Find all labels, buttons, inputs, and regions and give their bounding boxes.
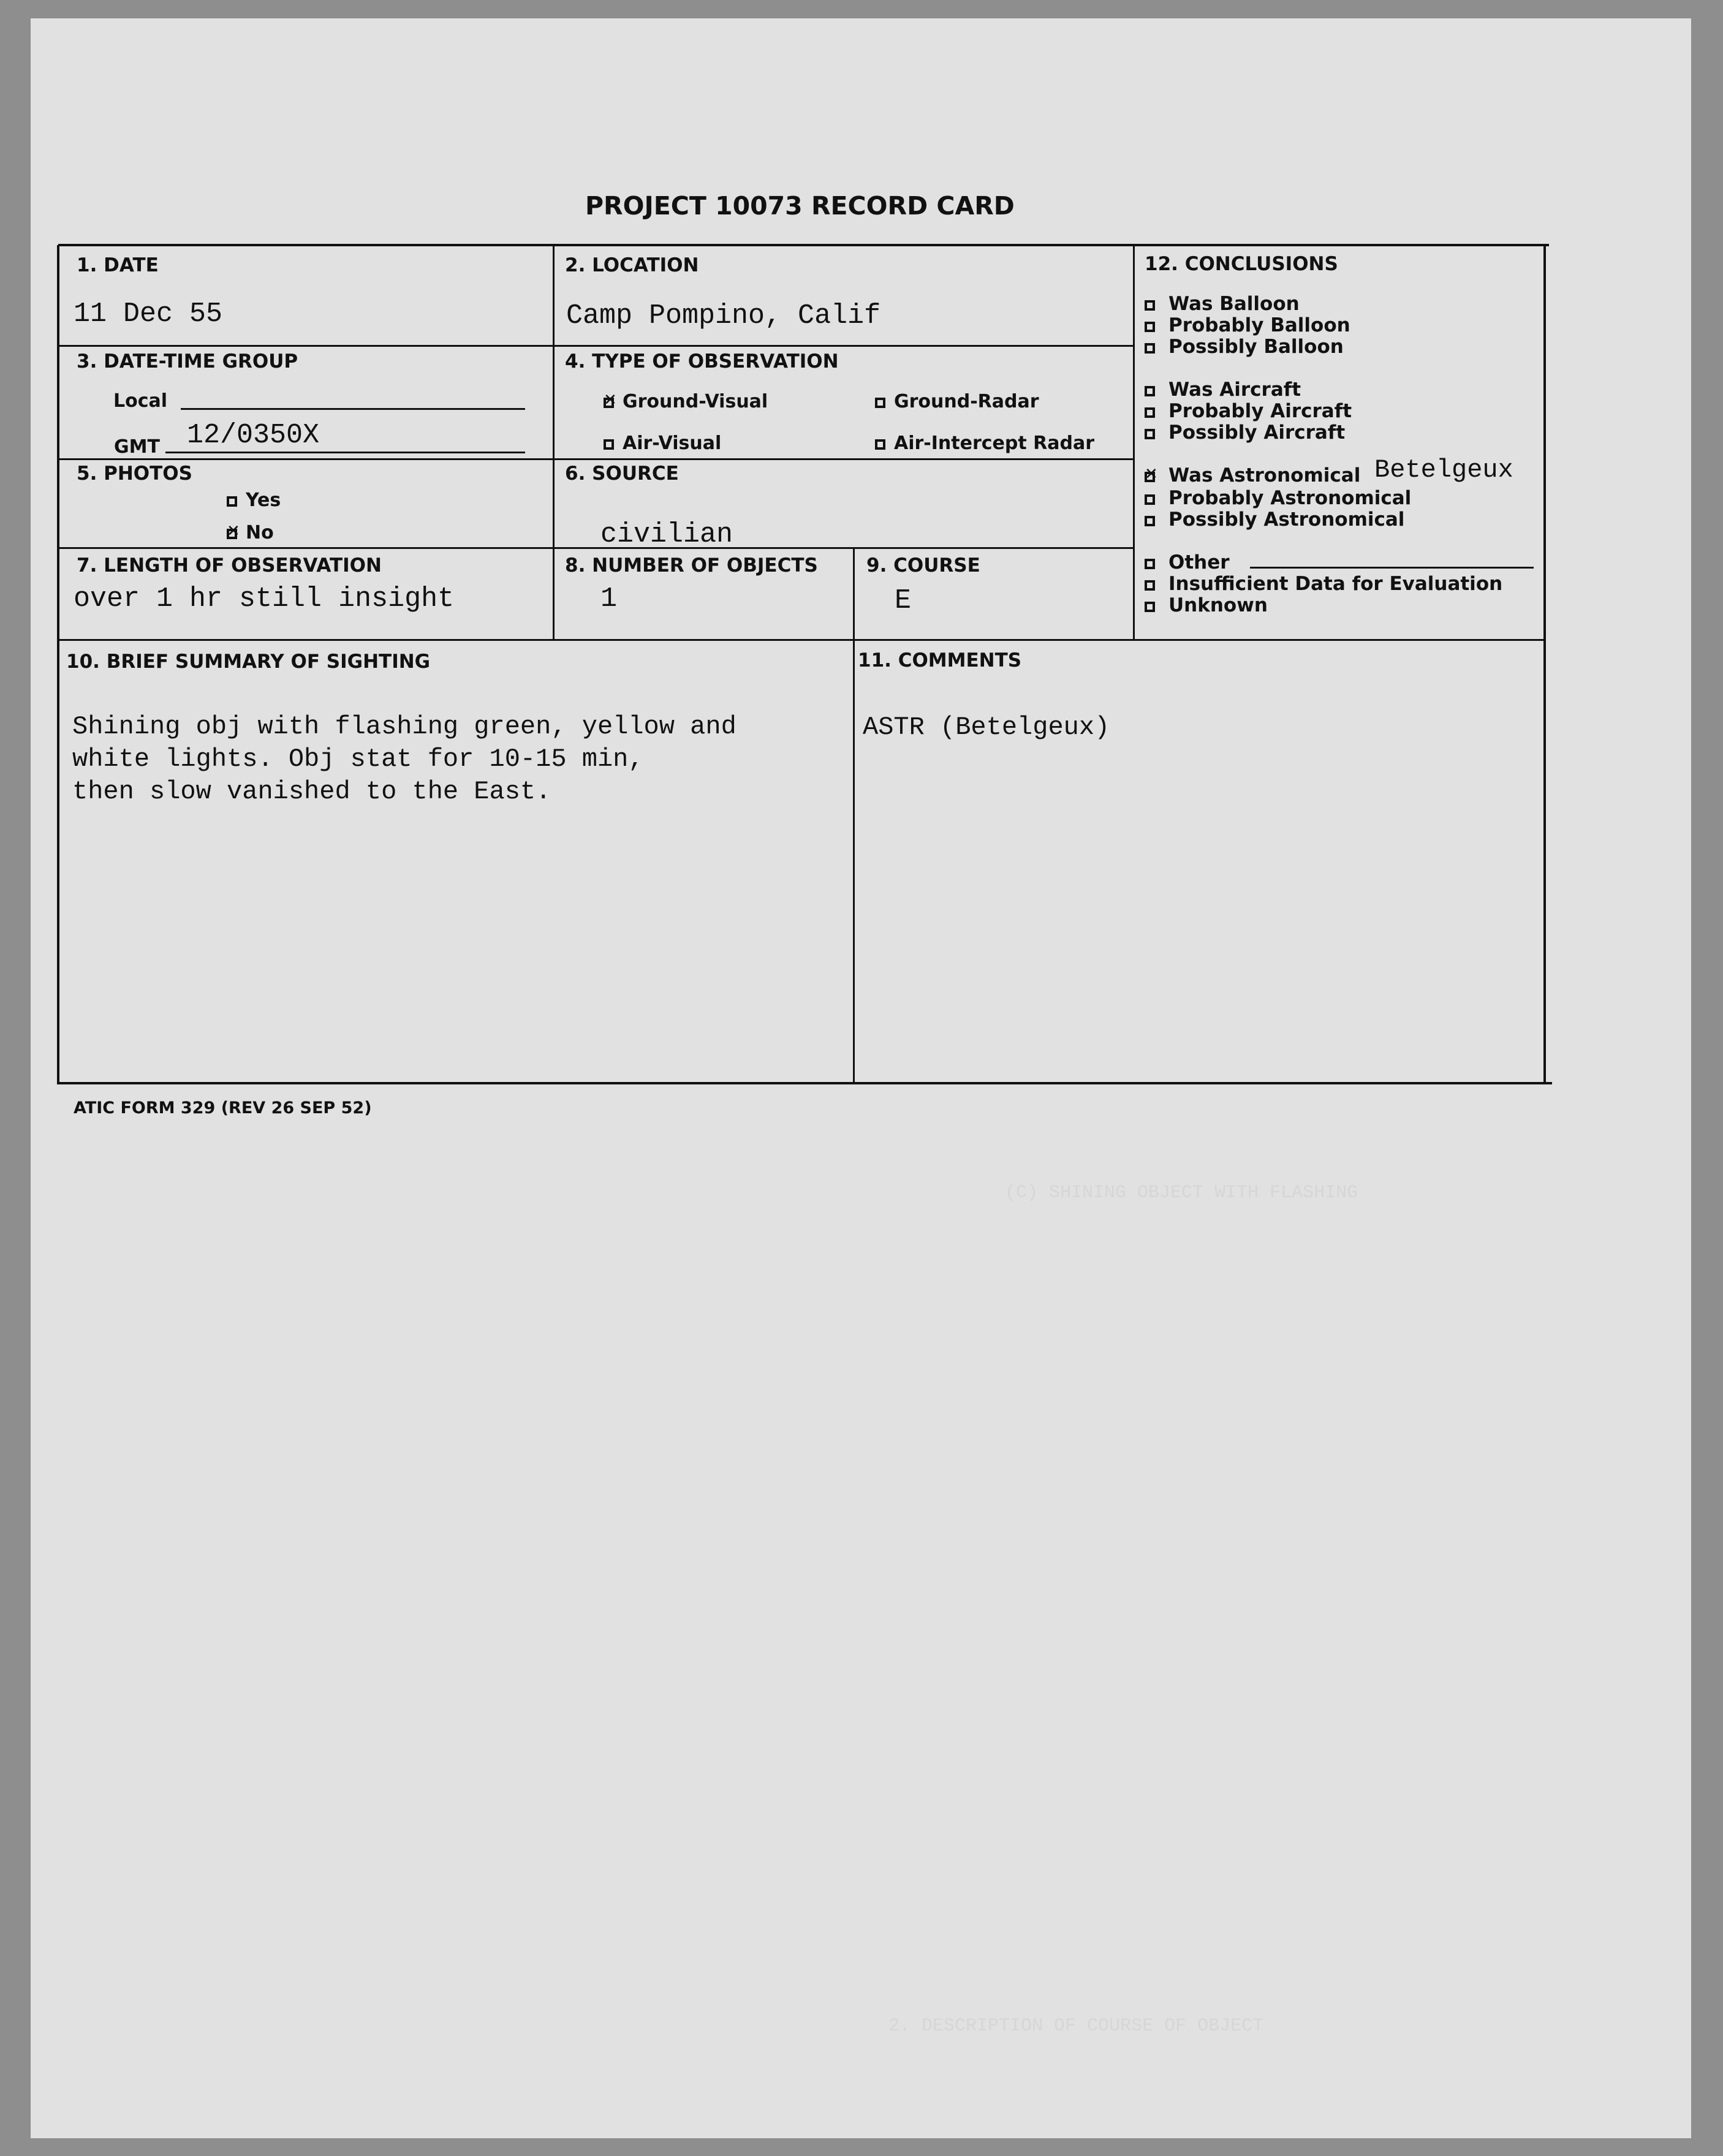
- air-intercept-option: Air-Intercept Radar: [875, 433, 1094, 454]
- probably-balloon-option: Probably Balloon: [1145, 314, 1350, 336]
- objects-value: 1: [600, 583, 618, 615]
- air-visual-checkbox: [604, 439, 614, 450]
- air-visual-option: Air-Visual: [604, 433, 721, 454]
- probably-aircraft-option: Probably Aircraft: [1145, 400, 1352, 422]
- row-divider: [58, 458, 1134, 460]
- column-divider: [553, 245, 555, 640]
- photos-no-option: ✕No: [227, 522, 274, 543]
- summary-label: 10. BRIEF SUMMARY OF SIGHTING: [66, 651, 431, 673]
- paper-sheet: [31, 18, 1691, 2138]
- gmt-value: 12/0350X: [187, 420, 320, 451]
- location-value: Camp Pompino, Calif: [566, 300, 881, 331]
- column-divider: [1133, 245, 1135, 640]
- objects-label: 8. NUMBER OF OBJECTS: [565, 554, 818, 577]
- possibly-astronomical-checkbox: [1145, 516, 1155, 526]
- course-label: 9. COURSE: [866, 554, 980, 577]
- possibly-astronomical-option: Possibly Astronomical: [1145, 509, 1404, 531]
- date-label: 1. DATE: [77, 254, 159, 276]
- probably-aircraft-checkbox: [1145, 407, 1155, 418]
- possibly-aircraft-checkbox: [1145, 429, 1155, 439]
- other-checkbox: [1145, 559, 1155, 569]
- local-underline: [181, 408, 525, 410]
- observation-type-label: 4. TYPE OF OBSERVATION: [565, 350, 839, 373]
- possibly-balloon-option: Possibly Balloon: [1145, 336, 1344, 358]
- other-option: Other: [1145, 551, 1230, 573]
- other-underline: [1250, 567, 1534, 569]
- dtg-label: 3. DATE-TIME GROUP: [77, 350, 298, 373]
- card-border-left: [57, 245, 59, 1084]
- comments-label: 11. COMMENTS: [858, 649, 1022, 671]
- photos-label: 5. PHOTOS: [77, 463, 192, 485]
- card-border-top: [58, 244, 1549, 246]
- was-aircraft-option: Was Aircraft: [1145, 379, 1301, 401]
- gmt-label: GMT: [114, 436, 160, 458]
- was-balloon-option: Was Balloon: [1145, 293, 1300, 315]
- column-divider: [853, 548, 855, 640]
- photos-yes-option: Yes: [227, 490, 281, 511]
- column-divider: [853, 640, 855, 1083]
- form-id: ATIC FORM 329 (REV 26 SEP 52): [74, 1099, 372, 1118]
- summary-line: Shining obj with flashing green, yellow and: [72, 712, 737, 741]
- source-value: civilian: [600, 519, 733, 550]
- was-astronomical-checkbox-checked: [1145, 472, 1155, 482]
- ground-visual-checkbox-checked: [604, 398, 614, 408]
- probably-astronomical-checkbox: [1145, 494, 1155, 505]
- insufficient-data-checkbox: [1145, 580, 1155, 591]
- was-aircraft-checkbox: [1145, 386, 1155, 396]
- possibly-balloon-checkbox: [1145, 343, 1155, 354]
- course-value: E: [895, 585, 912, 616]
- length-label: 7. LENGTH OF OBSERVATION: [77, 554, 382, 577]
- comments-value: ASTR (Betelgeux): [863, 713, 1110, 742]
- bleed-through-text: 2. DESCRIPTION OF COURSE OF OBJECT: [888, 2016, 1264, 2037]
- summary-line: white lights. Obj stat for 10-15 min,: [72, 744, 644, 774]
- ground-radar-checkbox: [875, 398, 885, 408]
- location-label: 2. LOCATION: [565, 254, 699, 276]
- unknown-option: Unknown: [1145, 594, 1268, 616]
- card-title: PROJECT 10073 RECORD CARD: [585, 191, 1015, 221]
- row-divider: [58, 345, 1134, 347]
- probably-balloon-checkbox: [1145, 322, 1155, 332]
- was-balloon-checkbox: [1145, 300, 1155, 311]
- insufficient-data-option: Insufficient Data for Evaluation: [1145, 573, 1502, 595]
- conclusions-label: 12. CONCLUSIONS: [1145, 253, 1338, 275]
- bleed-through-text: (C) SHINING OBJECT WITH FLASHING: [1005, 1182, 1358, 1203]
- unknown-checkbox: [1145, 602, 1155, 612]
- length-value: over 1 hr still insight: [74, 583, 455, 615]
- card-border-right: [1543, 244, 1546, 1084]
- ground-radar-option: Ground-Radar: [875, 391, 1039, 412]
- was-astronomical-option: ✕Was Astronomical: [1145, 464, 1360, 486]
- air-intercept-checkbox: [875, 439, 885, 450]
- photos-yes-checkbox: [227, 496, 237, 507]
- row-divider: [58, 547, 1134, 549]
- possibly-aircraft-option: Possibly Aircraft: [1145, 422, 1345, 444]
- local-label: Local: [113, 390, 168, 412]
- astronomical-note: Betelgeux: [1374, 455, 1513, 485]
- probably-astronomical-option: Probably Astronomical: [1145, 487, 1411, 509]
- summary-line: then slow vanished to the East.: [72, 777, 551, 806]
- ground-visual-option: ✕Ground-Visual: [604, 391, 768, 412]
- date-value: 11 Dec 55: [74, 298, 223, 330]
- photos-no-checkbox-checked: [227, 529, 237, 539]
- source-label: 6. SOURCE: [565, 463, 679, 485]
- summary-text: [72, 711, 737, 808]
- gmt-underline: [165, 452, 525, 453]
- row-divider: [58, 639, 1545, 641]
- card-border-bottom: [57, 1082, 1552, 1084]
